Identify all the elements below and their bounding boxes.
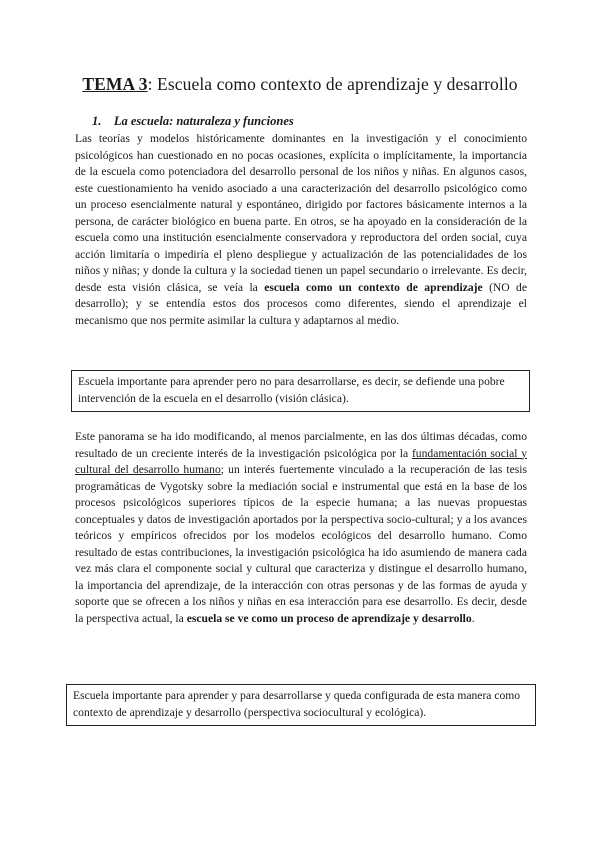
title-topic-number: TEMA 3 — [82, 74, 148, 94]
summary-box-classic-text: Escuela importante para aprender pero no para desarrollarse, es decir, se defiende una pobre intervención de la escuela en el desarrollo (visión clásica). — [78, 375, 505, 405]
paragraph-2-text-a: Este panorama se ha ido modificando, al menos parcialmente, en las dos últimas décadas, como resultado de un creciente interés de la investigación psicológica por la — [75, 430, 527, 460]
section-heading — [92, 114, 294, 129]
section-number: 1. — [92, 114, 102, 128]
document-title — [0, 74, 600, 95]
paragraph-1-text-b: (NO de desarrollo); y se entendía estos dos procesos como diferentes, siendo el aprendizaje el mecanismo que nos permite asimilar la cultura y adaptarnos al medio. — [75, 280, 527, 327]
paragraph-2 — [75, 429, 527, 627]
paragraph-2-underlined: fundamentación social y cultural del desarrollo humano — [75, 446, 527, 476]
paragraph-1 — [75, 131, 527, 329]
paragraph-2-text-b: ; un interés fuertemente vinculado a la recuperación de las tesis programáticas de Vygotsky sobre la mediación social e instrumental que está en la base de los procesos psicológicos superiores típicos de la especie humana; a las nuevas propuestas conceptuales y datos de investigación aportados por la perspectiva socio-cultural; y a los avances teóricos y empíricos ofrecidos por los modelos ecológicos del desarrollo humano. Como resultado de estas contribuciones, la investigación psicológica ha ido asumiendo de manera cada vez más clara el componente social y cultural que caracteriza y distingue el desarrollo humano, la importancia del aprendizaje, de la interacción con otras personas y de las formas de ayuda y soporte que se ofrecen a los niños y niñas en esa interacción para ese desarrollo. Es decir, desde la perspectiva actual, la — [75, 463, 527, 625]
paragraph-1-bold: escuela como un contexto de aprendizaje — [264, 280, 483, 294]
summary-box-current — [66, 684, 536, 726]
section-heading-text: La escuela: naturaleza y funciones — [113, 114, 294, 128]
summary-box-classic — [71, 370, 530, 412]
summary-box-current-text: Escuela importante para aprender y para desarrollarse y queda configurada de esta manera como contexto de aprendizaje y desarrollo (perspectiva sociocultural y ecológica). — [73, 689, 521, 719]
paragraph-2-bold: escuela se ve como un proceso de aprendizaje y desarrollo — [186, 611, 472, 625]
paragraph-2-text-c: . — [471, 611, 475, 625]
paragraph-1-text-a: Las teorías y modelos históricamente dominantes en la investigación y el conocimiento psicológicos han cuestionado en no pocas ocasiones, explícita o implícitamente, la importancia de la escuela como potenciadora del desarrollo personal de los niños y niñas. En algunos casos, este cuestionamiento ha venido asociado a una caracterización del desarrollo psicológico como un proceso esencialmente natural y espontáneo, dirigido por factores básicamente internos a la persona, de carácter biológico en buena parte. En otros, se ha apoyado en la consideración de la escuela como una institución esencialmente conservadora y reproductora del orden social, cuya acción limitaría o impediría el pleno despliegue y actualización de las potencialidades de los niños y niñas; y donde la cultura y la sociedad tienen un papel secundario o irrelevante. Es decir, desde esta visión clásica, se veía la — [75, 132, 527, 294]
title-text: : Escuela como contexto de aprendizaje y desarrollo — [147, 74, 518, 94]
